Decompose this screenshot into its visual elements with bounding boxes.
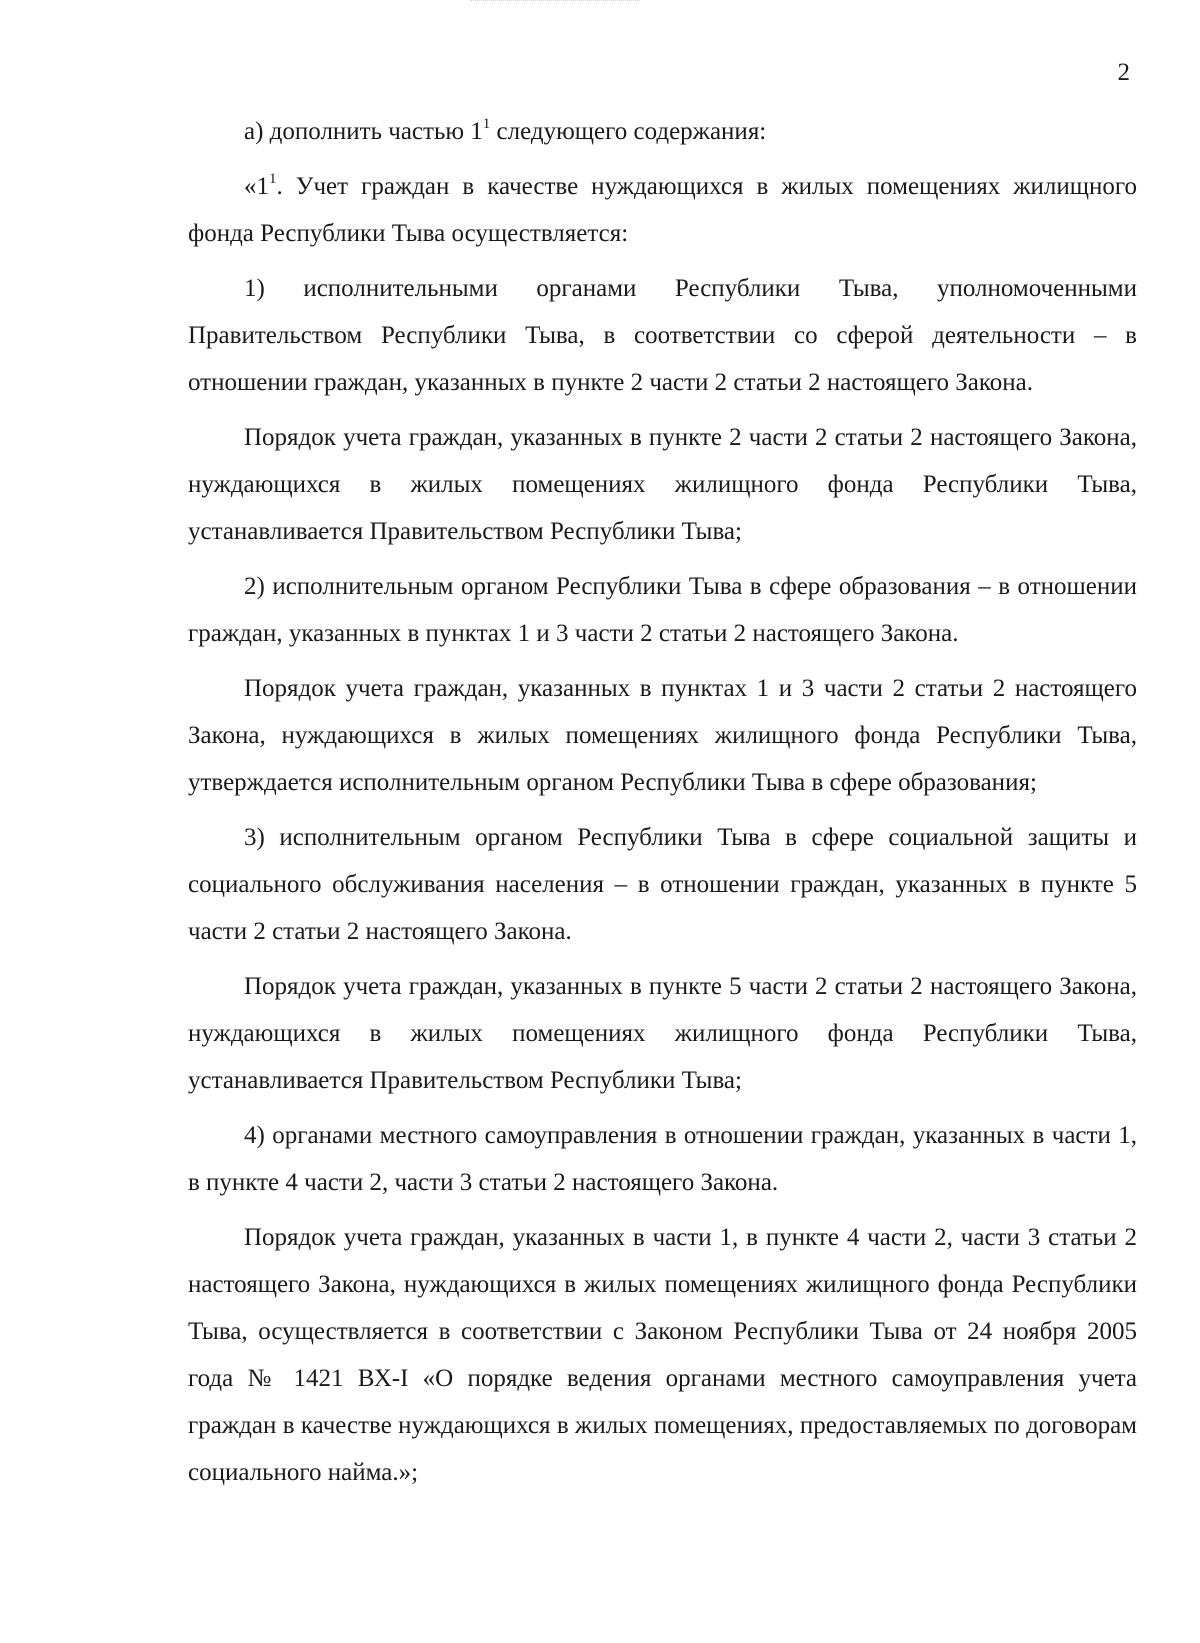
paragraph-procedure-4: Порядок учета граждан, указанных в части 1, в пункте 4 части 2, части 3 статьи 2 настоящего Закона, нуждающихся в жилых помещениях жилищного фонда Республики Тыва, осуществляется в соответствии с Законом Республики Тыва от 24 ноября 2005 года № 1421 ВХ-I «О порядке ведения органами местного самоуправления учета граждан в качестве нуждающихся в жилых помещениях, предоставляемых по договорам социального найма.»; xyxy=(188,1224,1137,1486)
document-body xyxy=(188,108,1137,1496)
paragraph-part-1-1 xyxy=(188,163,1137,257)
paragraph-text: «1 xyxy=(244,173,269,200)
paragraph-amendment-intro xyxy=(188,108,1137,155)
scan-artifact xyxy=(470,0,640,7)
paragraph-text: . Учет граждан в качестве нуждающихся в жилых помещениях жилищного фонда Республики Тыва осуществляется: xyxy=(188,173,1137,247)
paragraph-text: следующего содержания: xyxy=(490,118,767,145)
paragraph-item-4: 4) органами местного самоуправления в отношении граждан, указанных в части 1, в пункте 4 части 2, части 3 статьи 2 настоящего Закона. xyxy=(188,1122,1137,1196)
paragraph-text: а) дополнить частью 1 xyxy=(244,118,483,145)
superscript: 1 xyxy=(269,170,277,187)
paragraph-item-2: 2) исполнительным органом Республики Тыва в сфере образования – в отношении граждан, указанных в пунктах 1 и 3 части 2 статьи 2 настоящего Закона. xyxy=(188,573,1137,647)
paragraph-procedure-3: Порядок учета граждан, указанных в пункте 5 части 2 статьи 2 настоящего Закона, нуждающихся в жилых помещениях жилищного фонда Республики Тыва, устанавливается Правительством Республики Тыва; xyxy=(188,973,1137,1094)
paragraph-procedure-2: Порядок учета граждан, указанных в пунктах 1 и 3 части 2 статьи 2 настоящего Закона, нуждающихся в жилых помещениях жилищного фонда Республики Тыва, утверждается исполнительным органом Республики Тыва в сфере образования; xyxy=(188,675,1137,796)
superscript: 1 xyxy=(482,115,491,132)
paragraph-procedure-1: Порядок учета граждан, указанных в пункте 2 части 2 статьи 2 настоящего Закона, нуждающихся в жилых помещениях жилищного фонда Республики Тыва, устанавливается Правительством Республики Тыва; xyxy=(188,424,1137,545)
paragraph-item-1: 1) исполнительными органами Республики Тыва, уполномоченными Правительством Республики Тыва, в соответствии со сферой деятельности – в отношении граждан, указанных в пункте 2 части 2 статьи 2 настоящего Закона. xyxy=(188,275,1137,396)
page-number: 2 xyxy=(1117,59,1130,86)
paragraph-item-3: 3) исполнительным органом Республики Тыва в сфере социальной защиты и социального обслуживания населения – в отношении граждан, указанных в пункте 5 части 2 статьи 2 настоящего Закона. xyxy=(188,824,1137,945)
